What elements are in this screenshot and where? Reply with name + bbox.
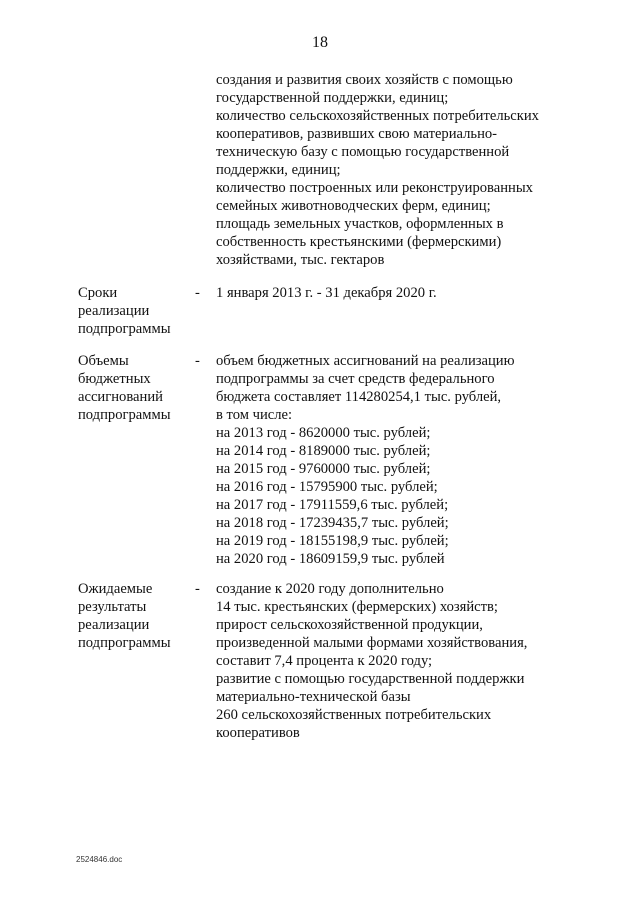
section-label: Сроки <box>78 285 118 301</box>
budget-year-line: на 2016 год - 15795900 тыс. рублей; <box>216 479 438 495</box>
text-line: материально-технической базы <box>216 689 411 705</box>
section-label: реализации <box>78 303 150 319</box>
text-line: бюджета составляет 114280254,1 тыс. рублей, <box>216 389 502 405</box>
text-line: поддержки, единиц; <box>216 162 341 178</box>
section-label: Ожидаемые <box>78 581 153 597</box>
section-label: ассигнований <box>78 389 163 405</box>
text-line: 260 сельскохозяйственных потребительских <box>216 707 492 723</box>
text-line: объем бюджетных ассигнований на реализацию <box>216 353 515 369</box>
text-line: развитие с помощью государственной поддержки <box>216 671 525 687</box>
text-line: создания и развития своих хозяйств с помощью <box>216 72 513 88</box>
text-line: составит 7,4 процента к 2020 году; <box>216 653 433 669</box>
text-line: прирост сельскохозяйственной продукции, <box>216 617 483 633</box>
budget-year-line: на 2017 год - 17911559,6 тыс. рублей; <box>216 497 449 513</box>
footer-filename: 2524846.doc <box>76 855 123 864</box>
section-label: результаты <box>78 599 147 615</box>
page-number: 18 <box>312 34 328 51</box>
text-line: техническую базу с помощью государственной <box>216 144 510 160</box>
text-line: собственность крестьянскими (фермерскими) <box>216 234 502 250</box>
text-line: 1 января 2013 г. - 31 декабря 2020 г. <box>216 285 437 301</box>
text-line: площадь земельных участков, оформленных в <box>216 216 504 232</box>
text-line: произведенной малыми формами хозяйствования, <box>216 635 528 651</box>
budget-year-line: на 2020 год - 18609159,9 тыс. рублей <box>216 551 445 567</box>
text-line: хозяйствами, тыс. гектаров <box>216 252 385 268</box>
text-line: государственной поддержки, единиц; <box>216 90 449 106</box>
text-line: количество сельскохозяйственных потребительских <box>216 108 539 124</box>
budget-year-line: на 2015 год - 9760000 тыс. рублей; <box>216 461 431 477</box>
text-line: в том числе: <box>216 407 293 423</box>
section-label: Объемы <box>78 353 129 369</box>
budget-year-line: на 2014 год - 8189000 тыс. рублей; <box>216 443 431 459</box>
text-line: 14 тыс. крестьянских (фермерских) хозяйств; <box>216 599 498 615</box>
budget-year-line: на 2019 год - 18155198,9 тыс. рублей; <box>216 533 449 549</box>
section-label: подпрограммы <box>78 635 171 651</box>
text-line: кооперативов <box>216 725 300 741</box>
section-dash: - <box>195 285 200 301</box>
section-label: подпрограммы <box>78 407 171 423</box>
section-label: реализации <box>78 617 150 633</box>
text-line: подпрограммы за счет средств федерального <box>216 371 495 387</box>
section-dash: - <box>195 581 200 597</box>
section-dash: - <box>195 353 200 369</box>
text-line: количество построенных или реконструированных <box>216 180 533 196</box>
budget-year-line: на 2018 год - 17239435,7 тыс. рублей; <box>216 515 449 531</box>
section-label: подпрограммы <box>78 321 171 337</box>
budget-year-line: на 2013 год - 8620000 тыс. рублей; <box>216 425 431 441</box>
text-line: создание к 2020 году дополнительно <box>216 581 444 597</box>
text-line: кооперативов, развивших свою материально- <box>216 126 498 142</box>
text-line: семейных животноводческих ферм, единиц; <box>216 198 491 214</box>
section-label: бюджетных <box>78 371 151 387</box>
